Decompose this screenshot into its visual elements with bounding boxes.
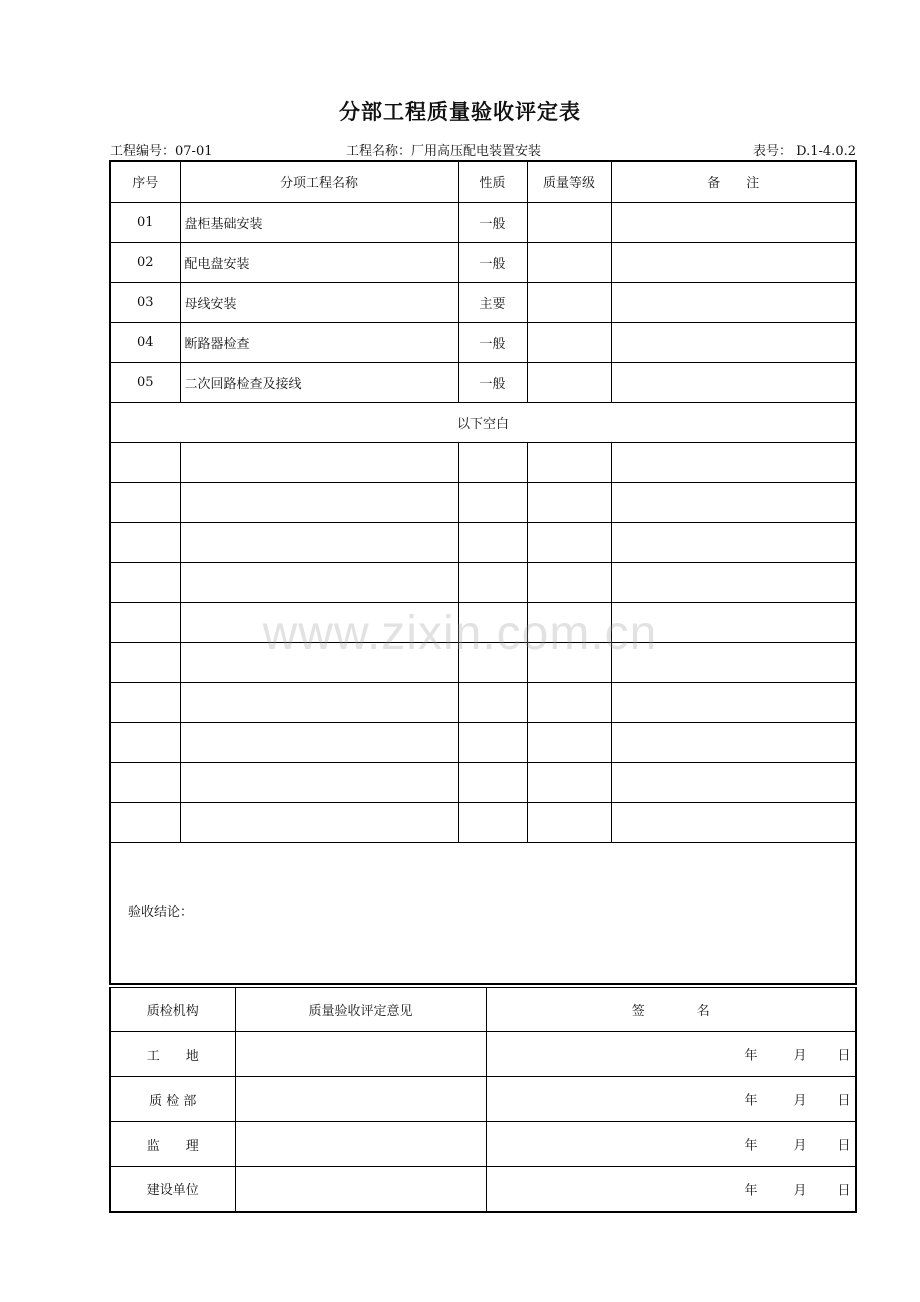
- project-name: [346, 140, 541, 159]
- signoff-table: [109, 987, 857, 1213]
- blank-nature-cell[interactable]: [458, 762, 527, 802]
- blank-nature-cell[interactable]: [458, 442, 527, 482]
- blank-remark-cell[interactable]: [611, 602, 856, 642]
- header-nature: 性质: [458, 161, 527, 202]
- signature-cell[interactable]: [486, 1167, 856, 1212]
- blank-no-cell[interactable]: [110, 682, 180, 722]
- org-label: 工 地: [110, 1032, 235, 1077]
- blank-name-cell[interactable]: [180, 442, 458, 482]
- blank-remark-cell[interactable]: [611, 442, 856, 482]
- blank-nature-cell[interactable]: [458, 642, 527, 682]
- blank-nature-cell[interactable]: [458, 522, 527, 562]
- project-number-label: 工程编号：: [110, 144, 176, 159]
- org-label: 质 检 部: [110, 1077, 235, 1122]
- blank-no-cell[interactable]: [110, 562, 180, 602]
- blank-remark-cell[interactable]: [611, 802, 856, 842]
- opinion-cell[interactable]: [235, 1032, 486, 1077]
- row-nature: 主要: [458, 282, 527, 322]
- blank-grade-cell[interactable]: [527, 802, 611, 842]
- blank-nature-cell[interactable]: [458, 562, 527, 602]
- table-row: [110, 322, 856, 362]
- blank-no-cell[interactable]: [110, 762, 180, 802]
- blank-grade-cell[interactable]: [527, 442, 611, 482]
- blank-row: [110, 562, 856, 602]
- header-name: 分项工程名称: [180, 161, 458, 202]
- blank-row: [110, 522, 856, 562]
- page-title: 分部工程质量验收评定表: [339, 99, 581, 124]
- signature-cell[interactable]: [486, 1032, 856, 1077]
- date-year: 年: [744, 1138, 758, 1154]
- blank-grade-cell[interactable]: [527, 562, 611, 602]
- row-name: 断路器检查: [180, 322, 458, 362]
- row-grade[interactable]: [527, 202, 611, 242]
- table-header-row: [110, 161, 856, 202]
- date-day: 日: [837, 1138, 851, 1154]
- row-grade[interactable]: [527, 242, 611, 282]
- blank-remark-cell[interactable]: [611, 722, 856, 762]
- blank-grade-cell[interactable]: [527, 602, 611, 642]
- conclusion-label: 验收结论：: [128, 904, 194, 920]
- row-remark[interactable]: [611, 362, 856, 402]
- date-year: 年: [744, 1093, 758, 1109]
- form-number: [753, 140, 856, 159]
- signoff-row: [110, 1077, 856, 1122]
- date-day: 日: [837, 1183, 851, 1199]
- row-name: 二次回路检查及接线: [180, 362, 458, 402]
- blank-grade-cell[interactable]: [527, 722, 611, 762]
- blank-nature-cell[interactable]: [458, 802, 527, 842]
- blank-note: 以下空白: [110, 402, 856, 442]
- blank-row: [110, 802, 856, 842]
- signature-cell[interactable]: [486, 1122, 856, 1167]
- blank-nature-cell[interactable]: [458, 682, 527, 722]
- blank-remark-cell[interactable]: [611, 682, 856, 722]
- blank-name-cell[interactable]: [180, 562, 458, 602]
- blank-no-cell[interactable]: [110, 802, 180, 842]
- date-month: 月: [793, 1093, 807, 1109]
- opinion-cell[interactable]: [235, 1077, 486, 1122]
- row-remark[interactable]: [611, 282, 856, 322]
- blank-row: [110, 602, 856, 642]
- blank-remark-cell[interactable]: [611, 522, 856, 562]
- row-nature: 一般: [458, 362, 527, 402]
- signoff-row: [110, 1032, 856, 1077]
- opinion-cell[interactable]: [235, 1167, 486, 1212]
- row-no: 03: [110, 282, 180, 322]
- blank-name-cell[interactable]: [180, 682, 458, 722]
- subitem-table: [109, 160, 857, 985]
- row-nature: 一般: [458, 202, 527, 242]
- conclusion-row: [110, 842, 856, 984]
- blank-row: [110, 442, 856, 482]
- blank-grade-cell[interactable]: [527, 642, 611, 682]
- blank-name-cell[interactable]: [180, 522, 458, 562]
- blank-no-cell[interactable]: [110, 642, 180, 682]
- table-row: [110, 282, 856, 322]
- blank-rows: [110, 442, 856, 842]
- blank-name-cell[interactable]: [180, 482, 458, 522]
- row-remark[interactable]: [611, 202, 856, 242]
- blank-row: [110, 682, 856, 722]
- org-label: 监 理: [110, 1122, 235, 1167]
- row-name: 盘柜基础安装: [180, 202, 458, 242]
- date-year: 年: [744, 1183, 758, 1199]
- table-row: [110, 242, 856, 282]
- blank-no-cell[interactable]: [110, 482, 180, 522]
- row-nature: 一般: [458, 322, 527, 362]
- date-year: 年: [744, 1048, 758, 1064]
- signoff-row: [110, 1167, 856, 1212]
- header-opinion: 质量验收评定意见: [235, 988, 486, 1032]
- date-day: 日: [837, 1048, 851, 1064]
- blank-name-cell[interactable]: [180, 762, 458, 802]
- row-name: 配电盘安装: [180, 242, 458, 282]
- form-number-value: D.1-4.0.2: [796, 144, 856, 159]
- blank-no-cell[interactable]: [110, 722, 180, 762]
- table-row: [110, 362, 856, 402]
- date-day: 日: [837, 1093, 851, 1109]
- blank-nature-cell[interactable]: [458, 722, 527, 762]
- row-no: 05: [110, 362, 180, 402]
- header-signature: 签 名: [486, 988, 856, 1032]
- signoff-header-row: [110, 988, 856, 1032]
- blank-note-row: [110, 402, 856, 442]
- blank-name-cell[interactable]: [180, 602, 458, 642]
- row-no: 04: [110, 322, 180, 362]
- form-number-label: 表号：: [753, 144, 793, 159]
- blank-row: [110, 722, 856, 762]
- row-grade[interactable]: [527, 322, 611, 362]
- blank-no-cell[interactable]: [110, 602, 180, 642]
- signature-cell[interactable]: [486, 1077, 856, 1122]
- blank-nature-cell[interactable]: [458, 482, 527, 522]
- blank-remark-cell[interactable]: [611, 642, 856, 682]
- row-remark[interactable]: [611, 322, 856, 362]
- row-no: 01: [110, 202, 180, 242]
- blank-remark-cell[interactable]: [611, 482, 856, 522]
- table-row: [110, 202, 856, 242]
- blank-no-cell[interactable]: [110, 442, 180, 482]
- project-number: [110, 140, 213, 159]
- date-month: 月: [793, 1048, 807, 1064]
- date-month: 月: [793, 1183, 807, 1199]
- signoff-row: [110, 1122, 856, 1167]
- project-name-value: 厂用高压配电装置安装: [411, 144, 542, 159]
- blank-row: [110, 762, 856, 802]
- watermark: www.zixin.com.cn: [262, 607, 658, 660]
- blank-name-cell[interactable]: [180, 642, 458, 682]
- blank-no-cell[interactable]: [110, 522, 180, 562]
- header-grade: 质量等级: [527, 161, 611, 202]
- row-remark[interactable]: [611, 242, 856, 282]
- blank-row: [110, 642, 856, 682]
- blank-row: [110, 482, 856, 522]
- opinion-cell[interactable]: [235, 1122, 486, 1167]
- blank-name-cell[interactable]: [180, 802, 458, 842]
- conclusion-cell[interactable]: [110, 842, 856, 984]
- blank-grade-cell[interactable]: [527, 522, 611, 562]
- blank-remark-cell[interactable]: [611, 562, 856, 602]
- row-grade[interactable]: [527, 362, 611, 402]
- org-label: 建设单位: [110, 1167, 235, 1212]
- blank-grade-cell[interactable]: [527, 482, 611, 522]
- blank-grade-cell[interactable]: [527, 762, 611, 802]
- project-number-value: 07-01: [175, 144, 213, 159]
- date-month: 月: [793, 1138, 807, 1154]
- blank-remark-cell[interactable]: [611, 762, 856, 802]
- row-name: 母线安装: [180, 282, 458, 322]
- row-nature: 一般: [458, 242, 527, 282]
- header-remark: 备 注: [611, 161, 856, 202]
- blank-grade-cell[interactable]: [527, 682, 611, 722]
- row-grade[interactable]: [527, 282, 611, 322]
- blank-nature-cell[interactable]: [458, 602, 527, 642]
- header-no: 序号: [110, 161, 180, 202]
- row-no: 02: [110, 242, 180, 282]
- blank-name-cell[interactable]: [180, 722, 458, 762]
- header-org: 质检机构: [110, 988, 235, 1032]
- project-name-label: 工程名称：: [346, 144, 412, 159]
